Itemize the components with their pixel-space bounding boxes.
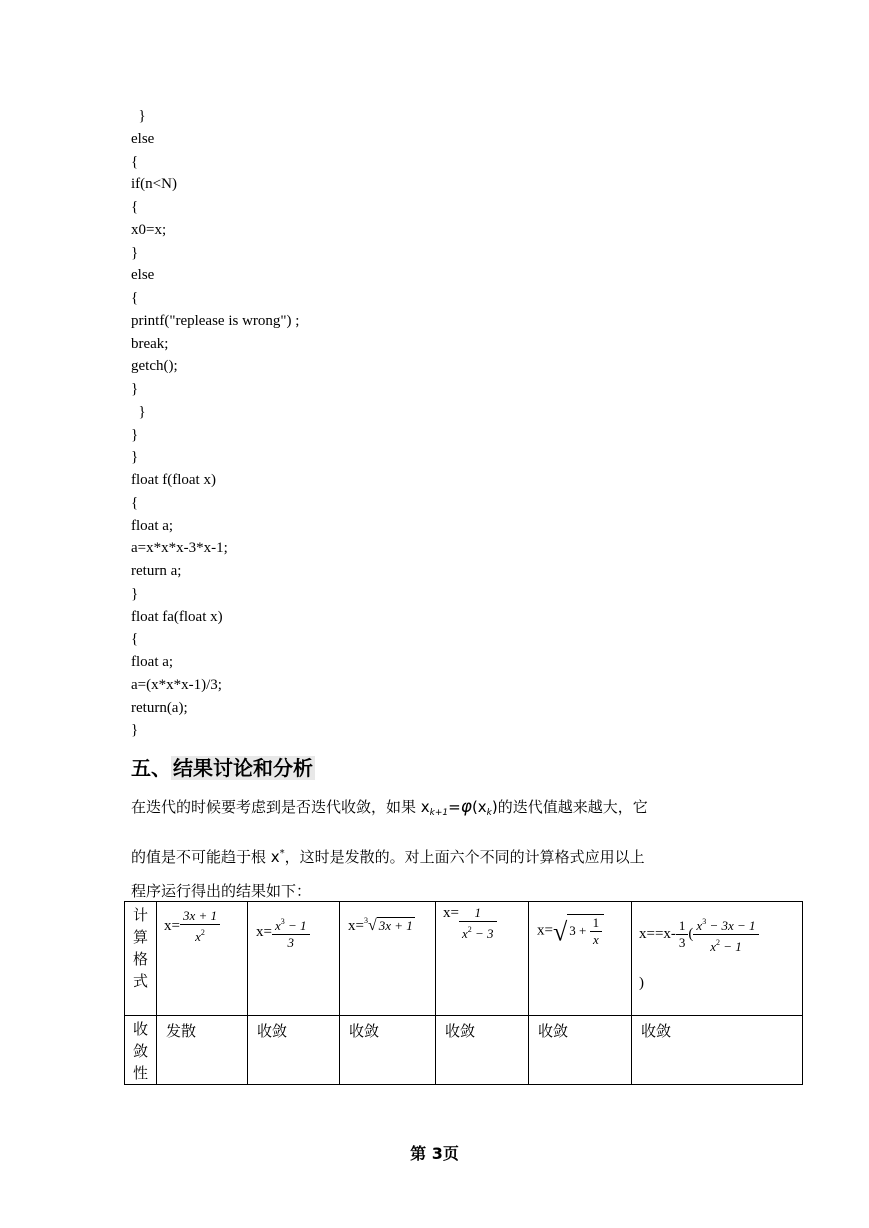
den-exponent: 2: [467, 925, 472, 935]
label-char: 算: [132, 928, 148, 946]
section-title: 结果讨论和分析: [173, 756, 313, 780]
result-cell: 收敛: [248, 1016, 340, 1085]
fraction: [180, 908, 220, 945]
text-run: 在迭代的时候要考虑到是否迭代收敛，如果 x: [131, 798, 430, 816]
code-line: float a;: [131, 517, 174, 534]
formula-cell-1: [157, 902, 248, 1016]
text-run: )的迭代值越来越大，它: [491, 798, 648, 816]
result-cell: 收敛: [436, 1016, 529, 1085]
section-heading: [131, 752, 315, 781]
code-line: break;: [131, 335, 169, 352]
den-base: x: [461, 926, 468, 942]
root-index: 3: [363, 916, 368, 925]
paragraph-line-3: 程序运行得出的结果如下：: [131, 882, 312, 900]
paragraph-line-1: [131, 796, 648, 818]
code-line: return(a);: [131, 699, 188, 716]
code-line: getch();: [131, 358, 178, 375]
formula-lhs: x=: [164, 917, 180, 934]
formula-cell-4: [436, 902, 529, 1016]
den-exponent: 2: [715, 938, 720, 947]
radicand: 3x + 1: [378, 918, 413, 933]
section-number: 五、: [131, 756, 171, 780]
numerator: [272, 914, 310, 935]
label-char: 格: [132, 950, 148, 968]
den-base: x: [195, 929, 201, 944]
code-line: }: [131, 381, 139, 397]
code-line: {: [131, 494, 139, 511]
results-table: [124, 901, 803, 1085]
text-run: 的值是不可能趋于根 x: [131, 848, 280, 866]
denominator: [180, 925, 220, 945]
result-cell: 发散: [157, 1016, 248, 1085]
code-line: }: [131, 426, 139, 443]
subscript: k+1: [429, 808, 449, 818]
radical-sign: √: [552, 917, 568, 947]
page-footer: 第 3页: [410, 1144, 459, 1163]
text-run: ，这时是发散的。对上面六个不同的计算格式应用以上: [284, 848, 645, 866]
num-base: x: [274, 918, 281, 933]
fraction: [590, 915, 603, 948]
code-line: }: [131, 449, 139, 466]
formula-lhs: x=: [537, 922, 553, 939]
code-line: }: [131, 403, 146, 420]
close-paren: ): [639, 975, 644, 991]
result-cell: 收敛: [340, 1016, 436, 1085]
code-line: {: [131, 153, 139, 170]
radicand: [567, 914, 604, 948]
text-run: (x: [471, 798, 487, 816]
text-run: =: [448, 798, 461, 816]
coefficient: [676, 918, 689, 951]
code-line: {: [131, 290, 139, 306]
den-rest: − 1: [719, 939, 742, 954]
denominator: 3: [287, 935, 294, 950]
numerator: 1: [590, 915, 603, 932]
fraction: [459, 905, 497, 942]
formula-cell-6: [632, 902, 803, 1016]
fraction: [693, 914, 758, 955]
numerator: 3x + 1: [180, 908, 220, 925]
code-line: printf("replease is wrong") ;: [131, 312, 300, 329]
formula-lhs: x=: [348, 918, 364, 934]
code-line: float f(float x): [131, 472, 216, 488]
label-char: 性: [132, 1064, 148, 1082]
denominator: [459, 922, 497, 942]
table-row: [125, 1016, 803, 1085]
code-line: if(n<N): [131, 176, 177, 193]
fraction: [272, 914, 310, 951]
formula-cell-5: [529, 902, 632, 1016]
num-base: x: [696, 918, 703, 933]
num-rest: − 3x − 1: [706, 918, 756, 933]
label-char: 收: [132, 1020, 148, 1038]
code-line: }: [131, 244, 139, 261]
subscript: k: [486, 808, 492, 818]
formula-lhs: x=: [443, 905, 459, 921]
code-line: else: [131, 267, 155, 284]
label-char: 计: [132, 906, 148, 924]
code-line: float a;: [131, 654, 174, 670]
code-line: return a;: [131, 563, 182, 579]
coef-denominator: 3: [678, 935, 686, 950]
code-line: float fa(float x): [131, 608, 223, 625]
denominator: x: [592, 932, 599, 947]
numerator: [693, 914, 758, 935]
result-cell: 收敛: [632, 1016, 803, 1085]
code-line: }: [131, 108, 146, 124]
formula-cell-2: [248, 902, 340, 1016]
code-line: {: [131, 199, 139, 215]
code-line: {: [131, 631, 139, 648]
num-exponent: 3: [280, 917, 285, 926]
table-row: [125, 902, 803, 1016]
paragraph-line-2: [131, 846, 645, 867]
num-rest: − 1: [284, 918, 307, 933]
code-listing: [131, 105, 299, 742]
row-label-convergence: [125, 1016, 157, 1085]
label-char: 敛: [132, 1042, 148, 1060]
code-line: }: [131, 585, 139, 602]
code-line: x0=x;: [131, 221, 167, 238]
radical-sign: √: [367, 917, 377, 934]
row-label-formats: [125, 902, 157, 1016]
code-line: a=x*x*x-3*x-1;: [131, 540, 228, 557]
code-line: else: [131, 130, 155, 147]
den-exponent: 2: [200, 928, 205, 937]
result-cell: 收敛: [529, 1016, 632, 1085]
den-rest: − 3: [471, 926, 494, 942]
formula-lhs: x=: [256, 923, 272, 940]
denominator: [693, 935, 758, 955]
radicand-pre: 3 +: [569, 922, 590, 938]
coef-numerator: 1: [676, 918, 689, 935]
code-line: a=(x*x*x-1)/3;: [131, 676, 222, 693]
num-exponent: 3: [702, 917, 707, 926]
formula-cell-3: [340, 902, 436, 1016]
code-line: }: [131, 722, 139, 739]
den-base: x: [710, 939, 716, 954]
label-char: 式: [132, 972, 148, 990]
numerator: 1: [459, 905, 497, 922]
formula-lhs: x==x-: [639, 925, 676, 942]
superscript: *: [279, 848, 285, 859]
open-paren: (: [688, 925, 694, 942]
phi-symbol: φ: [460, 797, 472, 817]
